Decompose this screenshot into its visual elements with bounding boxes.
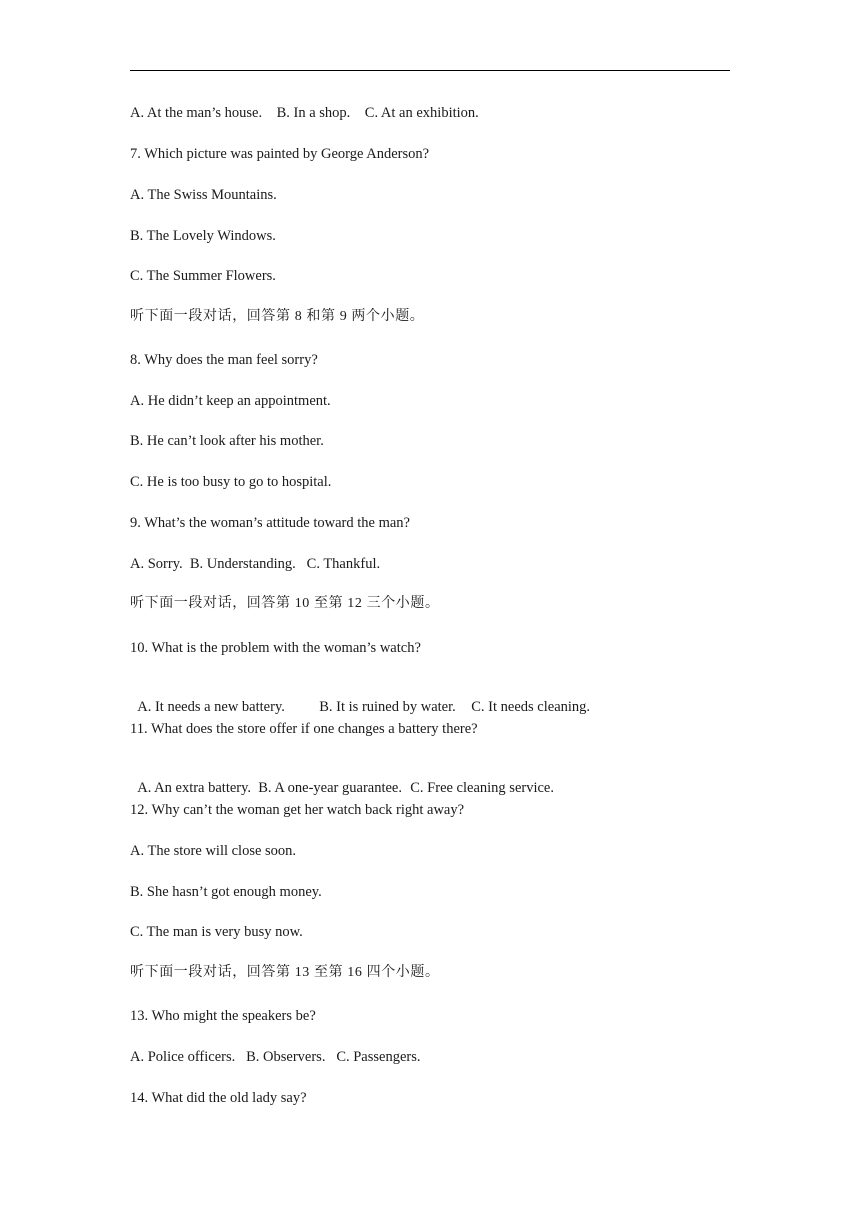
q8-option-c: C. He is too busy to go to hospital. <box>130 474 332 490</box>
section-instruction-10-12: 听下面一段对话，回答第 10 至第 12 三个小题。 <box>130 596 440 611</box>
q7-option-b: B. The Lovely Windows. <box>130 228 276 244</box>
q7-option-c: C. The Summer Flowers. <box>130 268 276 284</box>
q13-question: 13. Who might the speakers be? <box>130 1008 316 1024</box>
section-instruction-13-16: 听下面一段对话，回答第 13 至第 16 四个小题。 <box>130 965 440 980</box>
q11-option-a: A. An extra battery. <box>137 780 252 796</box>
q8-question: 8. Why does the man feel sorry? <box>130 352 318 368</box>
q9-question: 9. What’s the woman’s attitude toward the man? <box>130 515 410 531</box>
q9-options: A. Sorry. B. Understanding. C. Thankful. <box>130 556 381 572</box>
q12-option-a: A. The store will close soon. <box>130 843 297 859</box>
q7-option-a: A. The Swiss Mountains. <box>130 187 277 203</box>
section-instruction-8-9: 听下面一段对话，回答第 8 和第 9 两个小题。 <box>130 309 425 324</box>
q12-question: 12. Why can’t the woman get her watch back right away? <box>130 802 465 818</box>
header-rule <box>130 70 730 71</box>
q11-option-b: B. A one-year guarantee. <box>258 780 402 796</box>
q8-option-a: A. He didn’t keep an appointment. <box>130 393 331 409</box>
q11-options <box>130 761 554 797</box>
q14-question: 14. What did the old lady say? <box>130 1090 307 1106</box>
q11-option-c: C. Free cleaning service. <box>410 780 554 796</box>
q11-question: 11. What does the store offer if one changes a battery there? <box>130 721 478 737</box>
q10-option-a: A. It needs a new battery. <box>137 699 285 715</box>
q7-question: 7. Which picture was painted by George Anderson? <box>130 146 430 162</box>
q10-option-b: B. It is ruined by water. <box>319 699 456 715</box>
q10-options <box>130 680 590 716</box>
q12-option-b: B. She hasn’t got enough money. <box>130 884 322 900</box>
q8-option-b: B. He can’t look after his mother. <box>130 433 324 449</box>
q13-options: A. Police officers. B. Observers. C. Passengers. <box>130 1049 421 1065</box>
q6-options: A. At the man’s house. B. In a shop. C. At an exhibition. <box>130 105 479 121</box>
q12-option-c: C. The man is very busy now. <box>130 924 303 940</box>
q10-option-c: C. It needs cleaning. <box>471 699 591 715</box>
q10-question: 10. What is the problem with the woman’s watch? <box>130 640 421 656</box>
